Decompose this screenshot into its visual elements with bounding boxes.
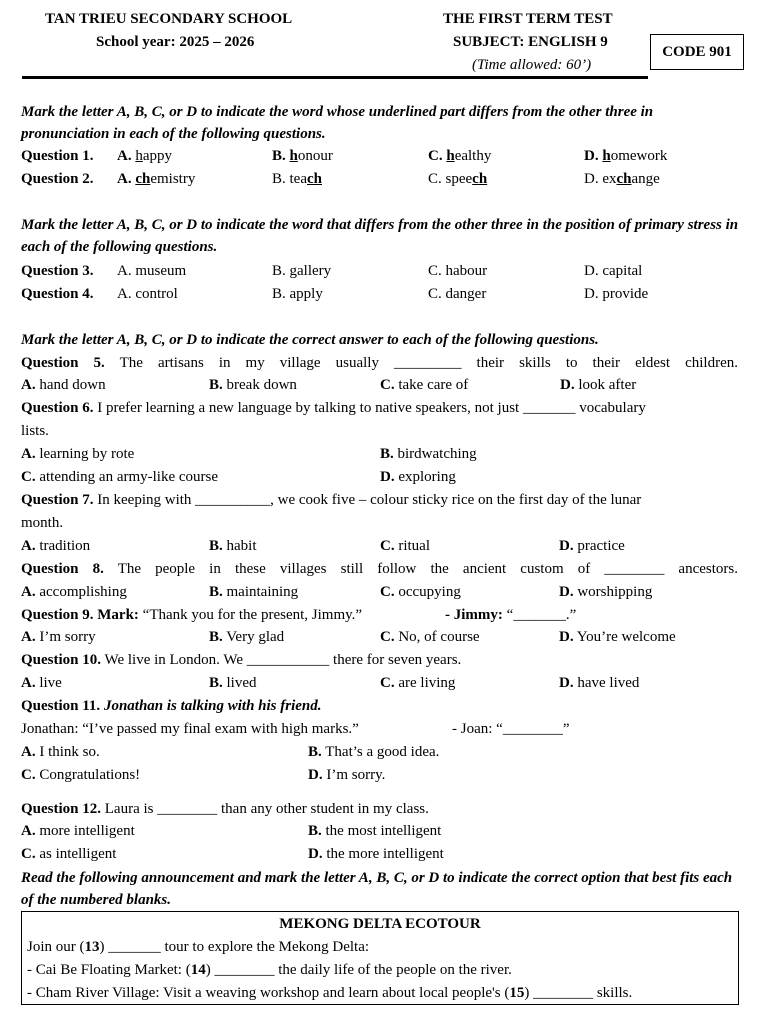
q10-option-d: D. have lived: [559, 675, 640, 691]
q11-option-c: C. Congratulations!: [21, 767, 141, 783]
q7-stem-cont: month.: [21, 515, 64, 531]
q8-option-a: A. accomplishing: [21, 584, 127, 600]
q6-option-d: D. exploring: [380, 469, 456, 485]
q12-option-d: D. the more intelligent: [308, 846, 444, 862]
q10-option-a: A. live: [21, 675, 62, 691]
q5-option-b: B. break down: [209, 377, 297, 393]
q10-stem: Question 10. We live in London. We ___________ there for seven years.: [21, 652, 462, 668]
q2-label: Question 2.: [21, 171, 94, 187]
q1-option-a: A. happy: [117, 148, 173, 164]
q12-option-b: B. the most intelligent: [308, 823, 442, 839]
q3-option-a: A. museum: [117, 263, 187, 279]
q9-option-b: B. Very glad: [209, 629, 285, 645]
q3-option-d: D. capital: [584, 263, 643, 279]
q2-option-a: A. chemistry: [117, 171, 196, 187]
section3-instruction: Mark the letter A, B, C, or D to indicate the correct answer to each of the following questions.: [21, 332, 599, 348]
q6-stem: Question 6. I prefer learning a new language by talking to native speakers, not just _______ vocabulary: [21, 400, 646, 416]
test-title: THE FIRST TERM TEST: [443, 11, 613, 27]
q1-option-c: C. healthy: [428, 148, 492, 164]
section2-instruction: Mark the letter A, B, C, or D to indicate the word that differs from the other three in the position of primary stress in each of the following questions.: [21, 217, 739, 255]
q3-option-c: C. habour: [428, 263, 488, 279]
q8-stem: Question 8. The people in these villages still follow the ancient custom of ________ ancestors.: [21, 561, 738, 577]
q7-option-d: D. practice: [559, 538, 625, 554]
q11-option-a: A. I think so.: [21, 744, 100, 760]
exam-code: CODE 901: [650, 34, 744, 70]
q6-option-c: C. attending an army-like course: [21, 469, 219, 485]
announcement-line-15: - Cham River Village: Visit a weaving workshop and learn about local people's (15) ________ skills.: [27, 985, 633, 1001]
q12-option-c: C. as intelligent: [21, 846, 117, 862]
time-allowed: (Time allowed: 60’): [472, 57, 592, 73]
q8-option-c: C. occupying: [380, 584, 461, 600]
q4-label: Question 4.: [21, 286, 94, 302]
q11-option-d: D. I’m sorry.: [308, 767, 386, 783]
q11-option-b: B. That’s a good idea.: [308, 744, 440, 760]
q11-stem: Question 11. Jonathan is talking with his friend.: [21, 698, 322, 714]
q5-option-d: D. look after: [560, 377, 637, 393]
q7-stem: Question 7. In keeping with __________, we cook five – colour sticky rice on the first day of the lunar: [21, 492, 642, 508]
q1-label: Question 1.: [21, 148, 94, 164]
q5-stem: Question 5. The artisans in my village usually _________ their skills to their eldest children.: [21, 355, 738, 371]
q3-option-b: B. gallery: [272, 263, 332, 279]
q2-option-b: B. teach: [272, 171, 322, 187]
q2-option-c: C. speech: [428, 171, 488, 187]
q9-stem: Question 9. Mark: “Thank you for the present, Jimmy.”: [21, 607, 363, 623]
q2-option-d: D. exchange: [584, 171, 660, 187]
q7-option-b: B. habit: [209, 538, 257, 554]
section1-instruction: Mark the letter A, B, C, or D to indicate the word whose underlined part differs from the other three in pronunciation in each of the following questions.: [21, 104, 654, 142]
q3-label: Question 3.: [21, 263, 94, 279]
q1-option-b: B. honour: [272, 148, 333, 164]
q1-option-d: D. homework: [584, 148, 668, 164]
q7-option-c: C. ritual: [380, 538, 430, 554]
q8-option-b: B. maintaining: [209, 584, 299, 600]
subject: SUBJECT: ENGLISH 9: [453, 34, 608, 50]
q4-option-b: B. apply: [272, 286, 323, 302]
q12-option-a: A. more intelligent: [21, 823, 135, 839]
q11-dialogue-jonathan: Jonathan: “I’ve passed my final exam with high marks.”: [21, 721, 359, 737]
q9-option-c: C. No, of course: [380, 629, 480, 645]
q5-option-a: A. hand down: [21, 377, 106, 393]
announcement-title: MEKONG DELTA ECOTOUR: [279, 916, 481, 932]
q6-stem-cont: lists.: [21, 423, 49, 439]
q7-option-a: A. tradition: [21, 538, 91, 554]
q8-option-d: D. worshipping: [559, 584, 653, 600]
announcement-line-14: - Cai Be Floating Market: (14) ________ the daily life of the people on the river.: [27, 962, 512, 978]
q4-option-d: D. provide: [584, 286, 649, 302]
q6-option-b: B. birdwatching: [380, 446, 477, 462]
q4-option-a: A. control: [117, 286, 178, 302]
q12-stem: Question 12. Laura is ________ than any other student in my class.: [21, 801, 429, 817]
q5-option-c: C. take care of: [380, 377, 469, 393]
school-year: School year: 2025 – 2026: [96, 34, 255, 50]
section4-instruction: Read the following announcement and mark the letter A, B, C, or D to indicate the correct option that best fits each of the numbered blanks.: [21, 870, 733, 908]
q6-option-a: A. learning by rote: [21, 446, 135, 462]
q9-option-d: D. You’re welcome: [559, 629, 676, 645]
announcement-line-13: Join our (13) _______ tour to explore the Mekong Delta:: [27, 939, 370, 955]
q9-reply: - Jimmy: “_______.”: [445, 607, 577, 623]
q11-dialogue-joan: - Joan: “________”: [452, 721, 570, 737]
q10-option-c: C. are living: [380, 675, 456, 691]
header-divider: [22, 76, 648, 79]
q4-option-c: C. danger: [428, 286, 487, 302]
q10-option-b: B. lived: [209, 675, 257, 691]
q9-option-a: A. I’m sorry: [21, 629, 96, 645]
school-name: TAN TRIEU SECONDARY SCHOOL: [45, 11, 293, 27]
